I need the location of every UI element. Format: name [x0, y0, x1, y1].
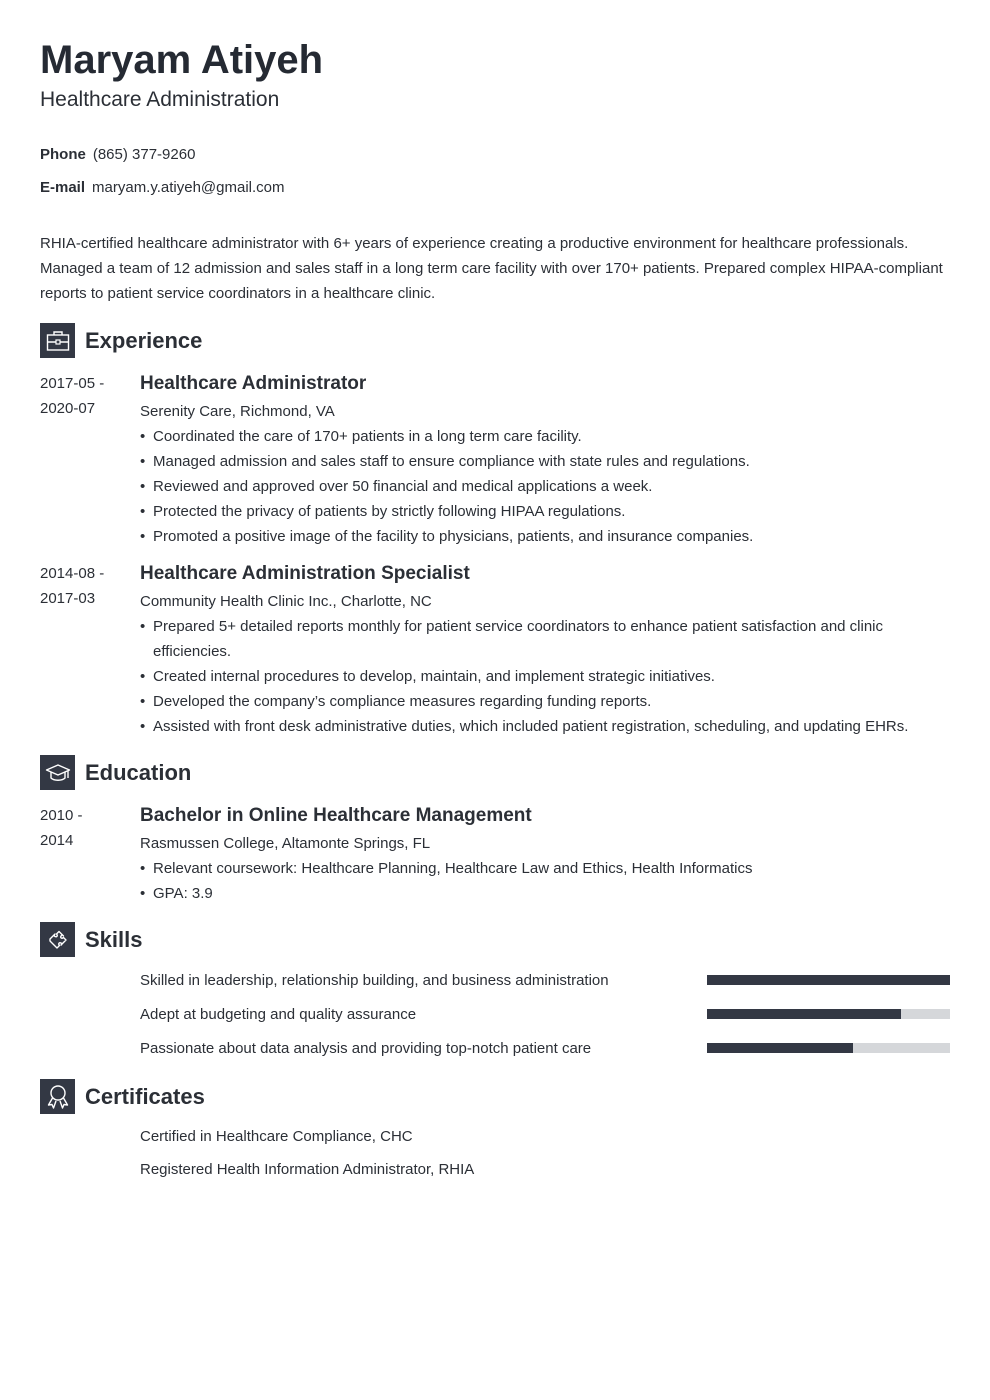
- responsibility-list: [140, 614, 950, 739]
- skill-level-bar: [707, 975, 950, 985]
- contact-block: [40, 138, 950, 204]
- employer: Community Health Clinic Inc., Charlotte, NC: [140, 593, 432, 610]
- list-item: • Reviewed and approved over 50 financial and medical applications a week.: [140, 474, 950, 499]
- skill-level-fill: [707, 1043, 853, 1053]
- list-item: • Protected the privacy of patients by strictly following HIPAA regulations.: [140, 499, 950, 524]
- skill-name: Skilled in leadership, relationship building, and business administration: [140, 971, 609, 989]
- entry-body: [140, 802, 950, 906]
- certificates-section-header: [40, 1079, 950, 1114]
- certificate-item: Registered Health Information Administrator, RHIA: [140, 1161, 475, 1178]
- award-ribbon-icon: [40, 1079, 75, 1114]
- skills-section-header: [40, 922, 950, 957]
- experience-section-header: [40, 323, 950, 358]
- list-item: • Prepared 5+ detailed reports monthly for patient service coordinators to enhance patient satisfaction and clinic efficiencies.: [140, 614, 950, 664]
- resume-page: [40, 36, 950, 1186]
- list-item: • Developed the company’s compliance measures regarding funding reports.: [140, 689, 950, 714]
- skills-list: [40, 963, 950, 1065]
- skill-level-bar: [707, 1009, 950, 1019]
- skills-heading: Skills: [85, 926, 143, 952]
- summary-paragraph: RHIA-certified healthcare administrator with 6+ years of experience creating a productive environment for healthcare professionals. Managed a team of 12 admission and sales staff in a long term care facility with over 170+ patients. Prepared complex HIPAA-compliant reports to patient service coordinators in a healthcare clinic.: [40, 235, 943, 302]
- experience-entry: [40, 560, 950, 739]
- skill-level-bar: [707, 1043, 950, 1053]
- date-end: 2014: [40, 832, 74, 849]
- list-item: • Created internal procedures to develop, maintain, and implement strategic initiatives.: [140, 664, 950, 689]
- date-start: 2017-05 -: [40, 375, 105, 392]
- email-value: maryam.y.atiyeh@gmail.com: [92, 179, 285, 196]
- degree-title: Bachelor in Online Healthcare Management: [140, 805, 532, 826]
- list-item: • Managed admission and sales staff to ensure compliance with state rules and regulations.: [140, 449, 950, 474]
- date-end: 2017-03: [40, 590, 96, 607]
- phone-label: Phone: [40, 146, 86, 163]
- skill-row: [40, 1031, 950, 1065]
- candidate-name: Maryam Atiyeh: [40, 38, 324, 82]
- education-section-header: [40, 755, 950, 790]
- education-entry: [40, 802, 950, 906]
- employer: Serenity Care, Richmond, VA: [140, 403, 335, 420]
- list-item: • Assisted with front desk administrative duties, which included patient registration, scheduling, and updating EHRs.: [140, 714, 950, 739]
- skill-row: [40, 963, 950, 997]
- skill-row: [40, 997, 950, 1031]
- candidate-title: Healthcare Administration: [40, 88, 280, 111]
- entry-date: [40, 802, 140, 906]
- job-title: Healthcare Administration Specialist: [140, 563, 470, 584]
- skill-level-fill: [707, 1009, 901, 1019]
- certificates-heading: Certificates: [85, 1083, 205, 1109]
- date-end: 2020-07: [40, 400, 96, 417]
- experience-entry: [40, 370, 950, 549]
- list-item: • Relevant coursework: Healthcare Planning, Healthcare Law and Ethics, Health Informatics: [140, 856, 950, 881]
- experience-heading: Experience: [85, 327, 203, 353]
- skill-name: Adept at budgeting and quality assurance: [140, 1005, 417, 1023]
- phone-value: (865) 377-9260: [92, 146, 196, 163]
- email-row: [40, 171, 950, 204]
- list-item: • GPA: 3.9: [140, 881, 950, 906]
- education-heading: Education: [85, 759, 192, 785]
- phone-row: [40, 138, 950, 171]
- email-label: E-mail: [40, 179, 86, 196]
- school: Rasmussen College, Altamonte Springs, FL: [140, 835, 431, 852]
- responsibility-list: [140, 424, 950, 549]
- briefcase-icon: [40, 323, 75, 358]
- certificate-item: Certified in Healthcare Compliance, CHC: [140, 1128, 413, 1145]
- list-item: • Promoted a positive image of the facility to physicians, patients, and insurance companies.: [140, 524, 950, 549]
- puzzle-icon: [40, 922, 75, 957]
- skill-level-fill: [707, 975, 950, 985]
- graduation-cap-icon: [40, 755, 75, 790]
- entry-date: [40, 370, 140, 549]
- date-start: 2014-08 -: [40, 565, 105, 582]
- entry-date: [40, 560, 140, 739]
- education-details-list: [140, 856, 950, 906]
- date-start: 2010 -: [40, 807, 83, 824]
- entry-body: [140, 560, 950, 739]
- certificates-list: [40, 1120, 950, 1186]
- entry-body: [140, 370, 950, 549]
- job-title: Healthcare Administrator: [140, 373, 367, 394]
- skill-name: Passionate about data analysis and providing top-notch patient care: [140, 1039, 592, 1057]
- list-item: • Coordinated the care of 170+ patients in a long term care facility.: [140, 424, 950, 449]
